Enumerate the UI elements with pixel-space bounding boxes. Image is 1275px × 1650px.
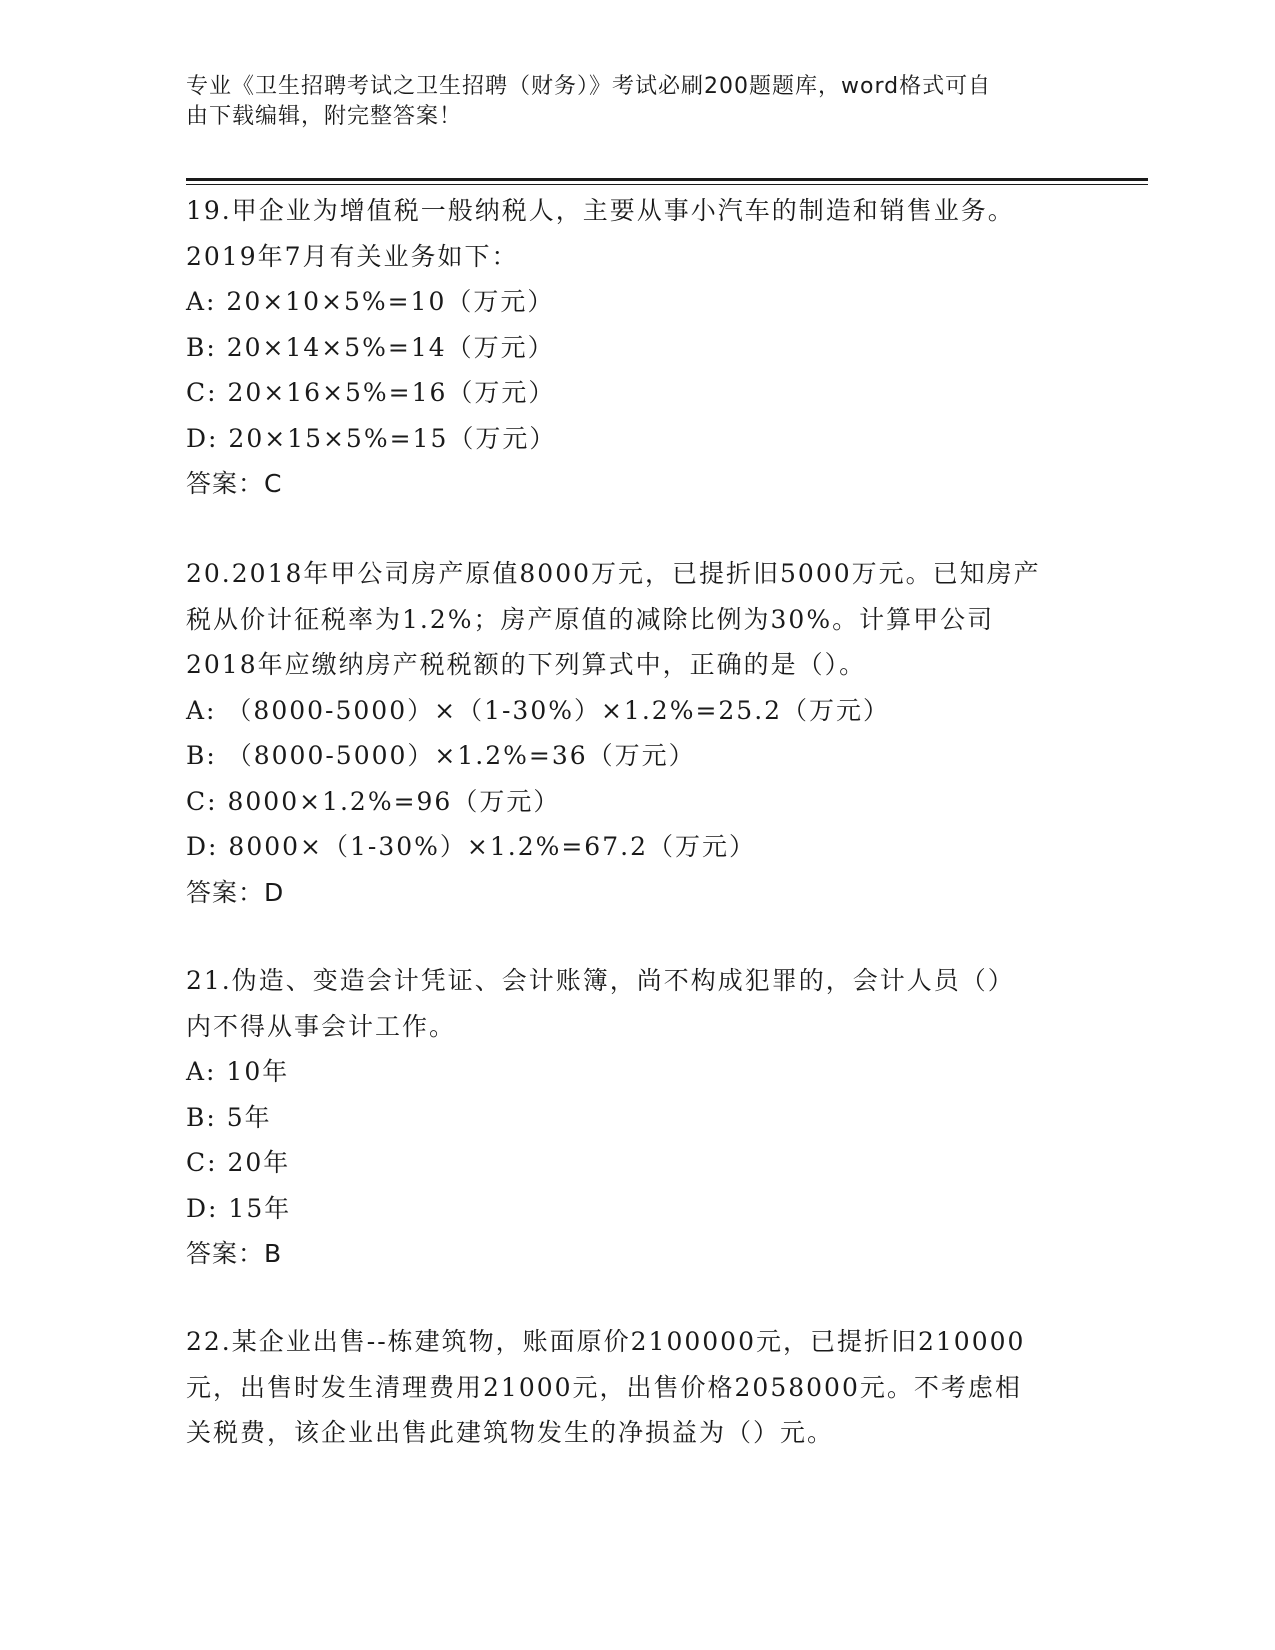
question-21 — [186, 958, 1086, 1277]
answer-line: 答案：D — [186, 877, 285, 907]
question-stem-line: 19.甲企业为增值税一般纳税人，主要从事小汽车的制造和销售业务。 — [186, 196, 1015, 225]
header-rule-thick — [186, 178, 1148, 181]
header-line-2: 由下载编辑，附完整答案！ — [186, 104, 463, 129]
option-a: A: （8000-5000）×（1-30%）×1.2%=25.2（万元） — [186, 695, 891, 725]
question-stem-line: 22.某企业出售--栋建筑物，账面原价2100000元，已提折旧210000 — [186, 1327, 1026, 1356]
option-c: C: 20×16×5%=16（万元） — [186, 378, 556, 407]
header-rule-thin — [186, 184, 1148, 185]
question-22 — [186, 1319, 1086, 1456]
option-d: D: 15年 — [186, 1193, 292, 1223]
question-stem-line: 2018年应缴纳房产税税额的下列算式中，正确的是（）。 — [186, 650, 867, 679]
option-b: B: 5年 — [186, 1102, 272, 1132]
question-stem-line: 税从价计征税率为1.2%；房产原值的减除比例为30%。计算甲公司 — [186, 604, 995, 634]
option-d: D: 20×15×5%=15（万元） — [186, 423, 557, 453]
question-stem-line: 元，出售时发生清理费用21000元，出售价格2058000元。不考虑相 — [186, 1372, 1022, 1402]
question-20 — [186, 551, 1086, 915]
question-19 — [186, 188, 1086, 507]
question-stem-line: 20.2018年甲公司房产原值8000万元，已提折旧5000万元。已知房产 — [186, 559, 1041, 588]
header-line-1: 专业《卫生招聘考试之卫生招聘（财务）》考试必刷200题题库，word格式可自 — [186, 74, 992, 99]
question-stem-line: 内不得从事会计工作。 — [186, 1011, 457, 1041]
option-c: C: 20年 — [186, 1148, 291, 1177]
option-a: A: 10年 — [186, 1057, 290, 1086]
option-d: D: 8000×（1-30%）×1.2%=67.2（万元） — [186, 832, 756, 861]
option-a: A: 20×10×5%=10（万元） — [186, 287, 555, 316]
document-header — [186, 72, 1066, 132]
option-c: C: 8000×1.2%=96（万元） — [186, 786, 561, 816]
option-b: B: 20×14×5%=14（万元） — [186, 332, 555, 362]
question-stem-line: 21.伪造、变造会计凭证、会计账簿，尚不构成犯罪的，会计人员（） — [186, 966, 1015, 995]
answer-line: 答案：C — [186, 469, 283, 498]
question-stem-line: 关税费，该企业出售此建筑物发生的净损益为（）元。 — [186, 1418, 835, 1447]
answer-line: 答案：B — [186, 1239, 283, 1268]
question-stem-line: 2019年7月有关业务如下： — [186, 241, 519, 271]
option-b: B: （8000-5000）×1.2%=36（万元） — [186, 741, 696, 770]
